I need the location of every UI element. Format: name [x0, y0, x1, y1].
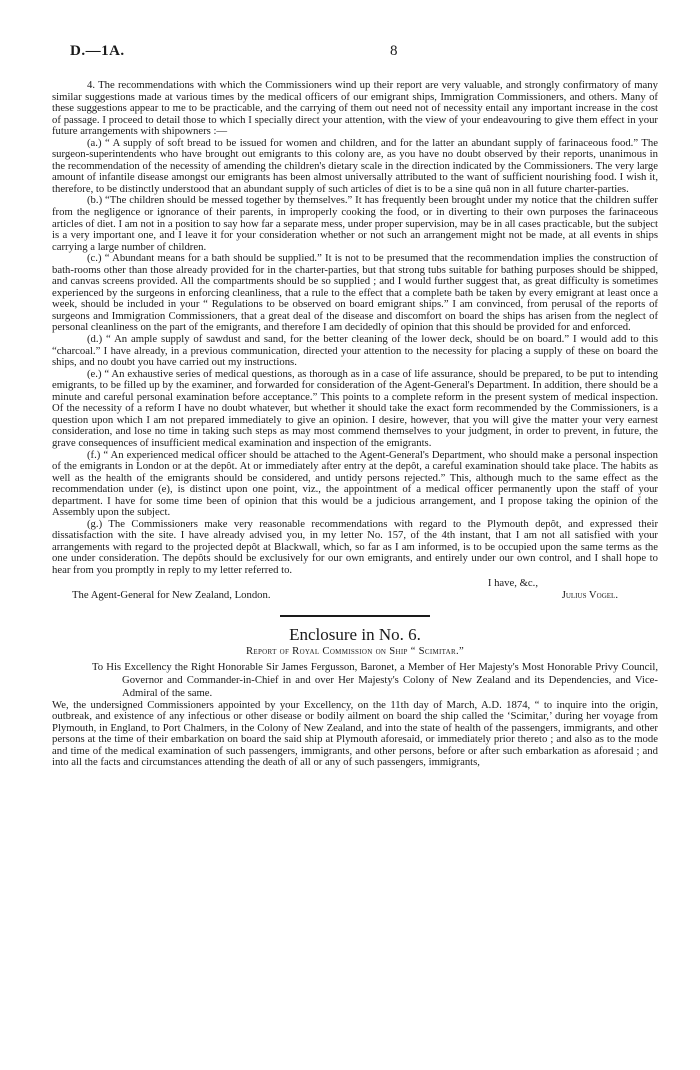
commission-opening: We, the undersigned Commissioners appointed by your Excellency, on the 11th day of March, A.D. 1874, “ to inquire into the origin, outbreak, and existence of any infectious or other disease or bodily ailment on board the ship called the ‘Scimitar,’ during her voyage from Plymouth, in England, to Port Chalmers, in the Colony of New Zealand, and into the state of health of the passengers, immigrants, and other persons at the time of their embarkation on board the said ship at Plymouth aforesaid, or immediately prior thereto ; and also as to the mode and time of the medical examination of such passengers, immigrants, and other persons, before or after such embarkation as aforesaid ; and into all the facts and circumstances attending the death of all or any of such passengers, immigrants, — [52, 698, 658, 769]
closing: I have, &c., — [487, 576, 538, 589]
signature: Julius Vogel. — [561, 588, 618, 601]
recommendation-d: (d.) “ An ample supply of sawdust and sand, for the better cleaning of the lower deck, should be on board.” I would add to this “charcoal.” I have already, in a previous communication, directed your attention to the necessity for placing a supply of these on board the ships, and no doubt you have carried out my instructions. — [52, 333, 658, 369]
document-reference: D.—1A. — [70, 43, 125, 59]
enclosure-title: Enclosure in No. 6. — [289, 624, 421, 644]
section-divider — [280, 615, 430, 617]
signature-line — [52, 589, 658, 601]
recommendation-a: (a.) “ A supply of soft bread to be issued for women and children, and for the latter an abundant supply of farinaceous food.” The surgeon-superintendents who have brought out emigrants to this colony are, as you have no doubt observed by their reports, unanimous in the recommendation of the necessity of amending the children's dietary scale in the direction indicated by the Commissioners. The very large amount of infantile disease amongst our emigrants has been almost universally attributed to the want of sufficient nourishing food. I wish it, therefore, to be distinctly understood that an abundant supply of such articles of diet is to be a sine quâ non in all future charter-parties. — [52, 136, 658, 195]
address-block: To His Excellency the Right Honorable Sir James Fergusson, Baronet, a Member of Her Majesty's Most Honorable Privy Council, Governor and Commander-in-Chief in and over Her Majesty's Colony of New Zealand and its Dependencies, and Vice-Admiral of the same. — [92, 660, 658, 699]
page-header — [52, 40, 658, 80]
recommendation-c: (c.) “ Abundant means for a bath should be supplied.” It is not to be presumed that the recommendation implies the construction of bath-rooms other than those already provided for in the charter-parties, but that strong tubs suitable for bathing purposes should be shipped, and canvas screens provided. All the compartments should be so supplied ; and I would further suggest that, as great difficulty is sometimes experienced by the surgeons in enforcing cleanliness, that a rule to the effect that a complete bath be taken by every emigrant at least once a week, should be included in your “ Regulations to be observed on board emigrant ships.” I am convinced, from perusal of the reports of surgeons and Immigration Commissioners, that a great deal of the disease and discomfort on board the ships has arisen from the neglect of personal cleanliness on the part of the emigrants, and therefore I am decidedly of opinion that this should be provided for and enforced. — [52, 252, 658, 334]
recommendation-f: (f.) “ An experienced medical officer should be attached to the Agent-General's Department, who should make a personal inspection of the emigrants in London or at the depôt. At or immediately after entry at the depôt, a careful examination should take place. The habits as well as the health of the emigrants should be considered, and untidy persons rejected.” This, although much to the same effect as the recommendation under (e), is distinct upon one point, viz., the appointment of a medical officer permanently upon the staff of your department. I have for some time been of opinion that this would be a judicious arrangement, and I propose taking the opinion of the Assembly upon the subject. — [52, 448, 658, 519]
recommendation-b: (b.) “The children should be messed together by themselves.” It has frequently been brought under my notice that the children suffer from the negligence or ignorance of their parents, in improperly cooking the food, or in diverting to their own purposes the farinaceous articles of diet. I am not in a position to say how far a separate mess, under proper supervision, may be in all cases practicable, but the subject is a very important one, and I leave it for your consideration whether or not such an arrangement might not be made, at all events in ships carrying a large number of children. — [52, 194, 658, 253]
page-number: 8 — [390, 43, 398, 59]
paragraph-4: 4. The recommendations with which the Commissioners wind up their report are very valuable, and strongly confirmatory of many similar suggestions made at various times by the medical officers of our emigrant ships, Immigration Commissioners, and others. Many of these suggestions appear to me to be practicable, and the carrying of them out need not of necessity entail any important increase in the cost of passage. I proceed to detail those to which I specially direct your attention, with the view of your endeavouring to give them effect in your future arrangements with shipowners :— — [52, 79, 658, 138]
recommendation-g: (g.) The Commissioners make very reasonable recommendations with regard to the Plymouth depôt, and expressed their dissatisfaction with the site. I have already advised you, in my letter No. 157, of the 4th instant, that I am not all satisfied with your arrangements with regard to the projected depôt at Blackwall, which, so far as I am informed, is to be occupied upon the same terms as the one under consideration. The depôts should be exclusively for our own emigrants, and entirely under our own control, and I shall hope to hear from you promptly in reply to my letter referred to. — [52, 517, 658, 576]
report-heading: Report of Royal Commission on Ship “ Scimitar.” — [245, 644, 465, 657]
recommendation-e: (e.) “ An exhaustive series of medical questions, as thorough as in a case of life assurance, should be prepared, to be put to intending emigrants, to be filled up by the examiner, and forwarded for consideration of the Agent-General's Department. In addition, there should be a minute and careful personal examination before acceptance.” This points to a complete reform in the present system of medical inspection. Of the necessity of a reform I have no doubt whatever, but whether it should take the exact form recommended by the Commissioners, is a question upon which I am not prepared immediately to give an opinion. I desire, however, that you will give the matter your very earnest consideration, and lose no time in taking such steps as may most commend themselves to your judgment, in order to prevent, in future, the grave consequences of insufficient medical examination and inspection of the emigrants. — [52, 367, 658, 449]
addressee: The Agent-General for New Zealand, London. — [72, 588, 271, 601]
